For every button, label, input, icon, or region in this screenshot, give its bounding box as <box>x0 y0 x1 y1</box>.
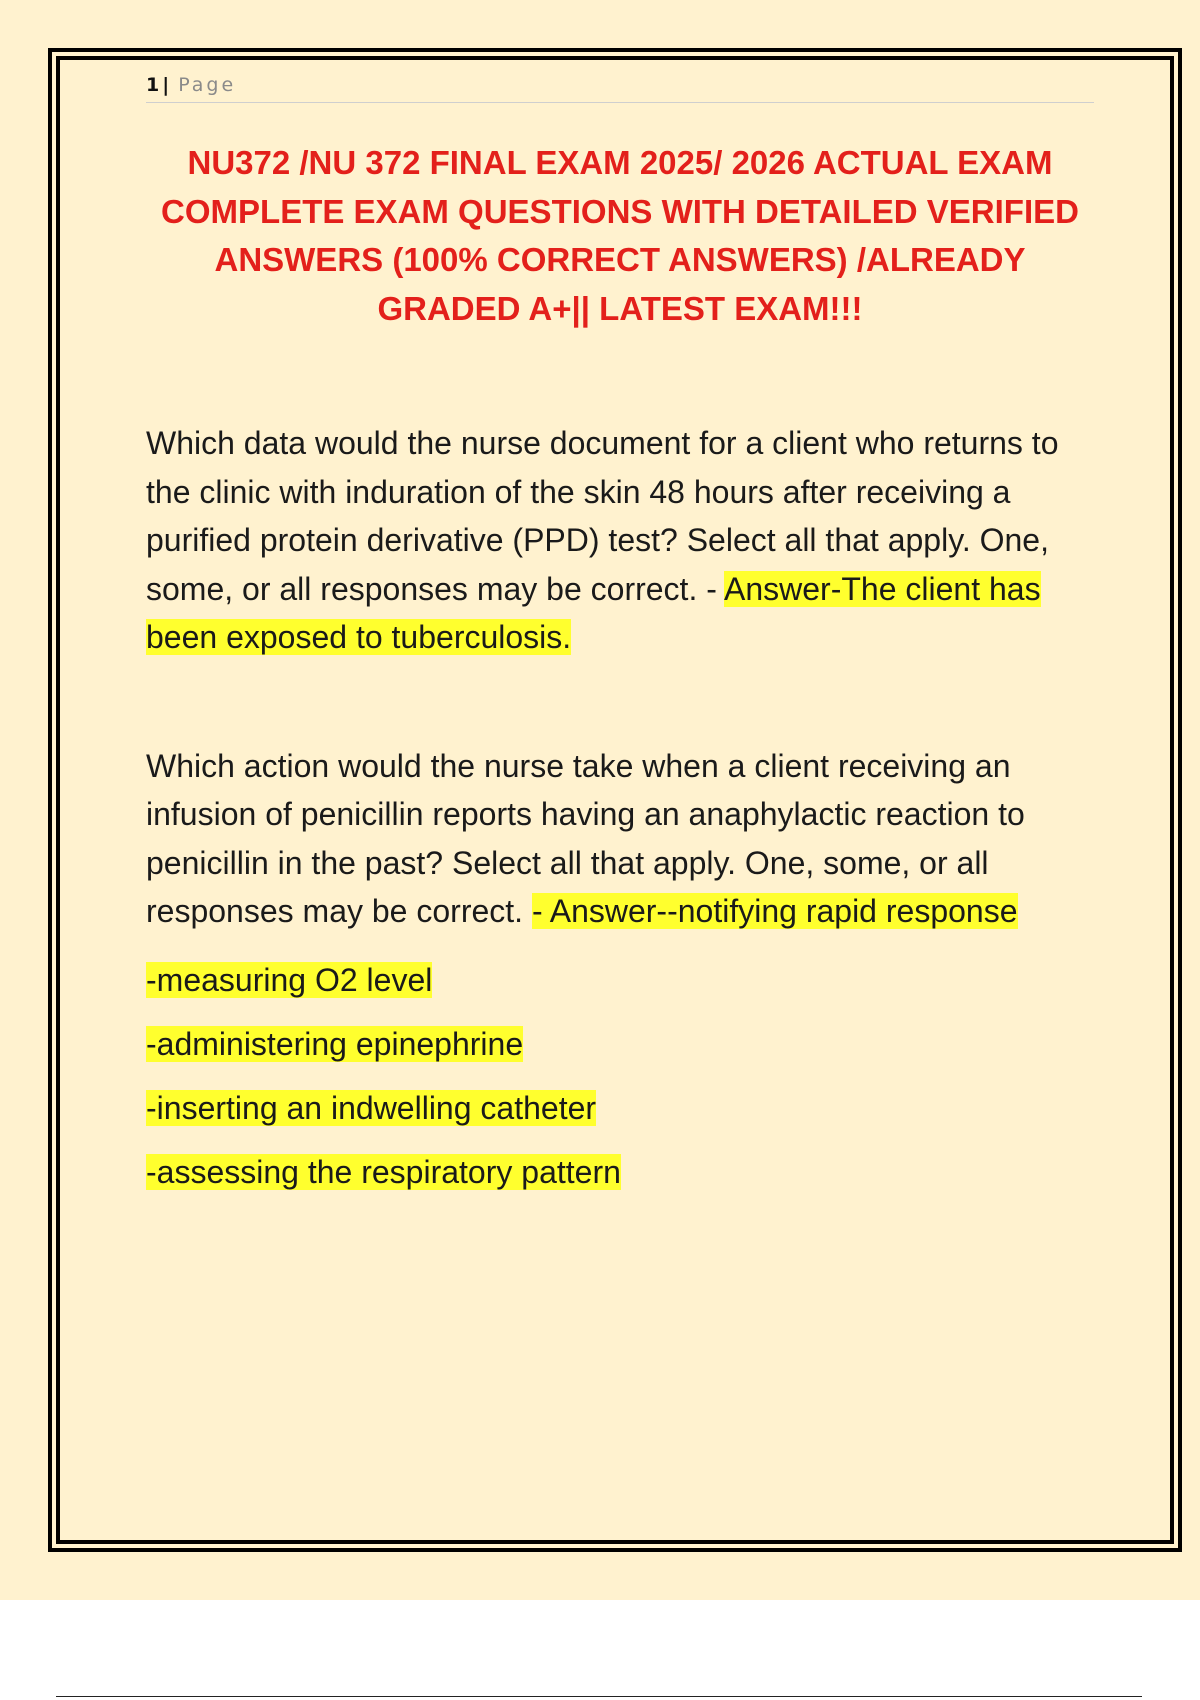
next-page-rule <box>56 1696 1142 1697</box>
document-title: NU372 /NU 372 FINAL EXAM 2025/ 2026 ACTUAL EXAM COMPLETE EXAM QUESTIONS WITH DETAILED VERIFIED ANSWERS (100% CORRECT ANSWERS) /ALREADY GRADED A+|| LATEST EXAM!!! <box>161 144 1079 327</box>
question-2-answer: - Answer--notifying rapid response <box>531 893 1018 929</box>
answer-item-text: -measuring O2 level <box>146 961 433 998</box>
answer-item-text: -assessing the respiratory pattern <box>146 1153 621 1190</box>
answer-item <box>146 1088 1094 1128</box>
answer-item <box>146 1152 1094 1192</box>
page-number: 1 <box>146 74 161 96</box>
answer-item-text: -administering epinephrine <box>146 1025 524 1062</box>
page-content <box>146 74 1094 1192</box>
answer-item <box>146 960 1094 1000</box>
question-2 <box>146 742 1094 936</box>
question-2-text: Which action would the nurse take when a client receiving an infusion of penicillin reports having an anaphylactic reaction to penicillin in the past? Select all that apply. One, some, or all responses may be correct. <box>146 747 1025 929</box>
answer-item <box>146 1024 1094 1064</box>
page-header <box>146 74 1094 103</box>
page-label: Page <box>178 74 237 96</box>
question-1 <box>146 419 1094 662</box>
question-1-text: Which data would the nurse document for a client who returns to the clinic with induration of the skin 48 hours after receiving a purified protein derivative (PPD) test? Select all that apply. One, some, or all responses may be correct. - <box>146 425 1059 607</box>
page-separator: | <box>162 74 173 96</box>
question-1-answer: Answer-The client has been exposed to tuberculosis. <box>146 570 1041 655</box>
answer-item-text: -inserting an indwelling catheter <box>146 1089 597 1126</box>
